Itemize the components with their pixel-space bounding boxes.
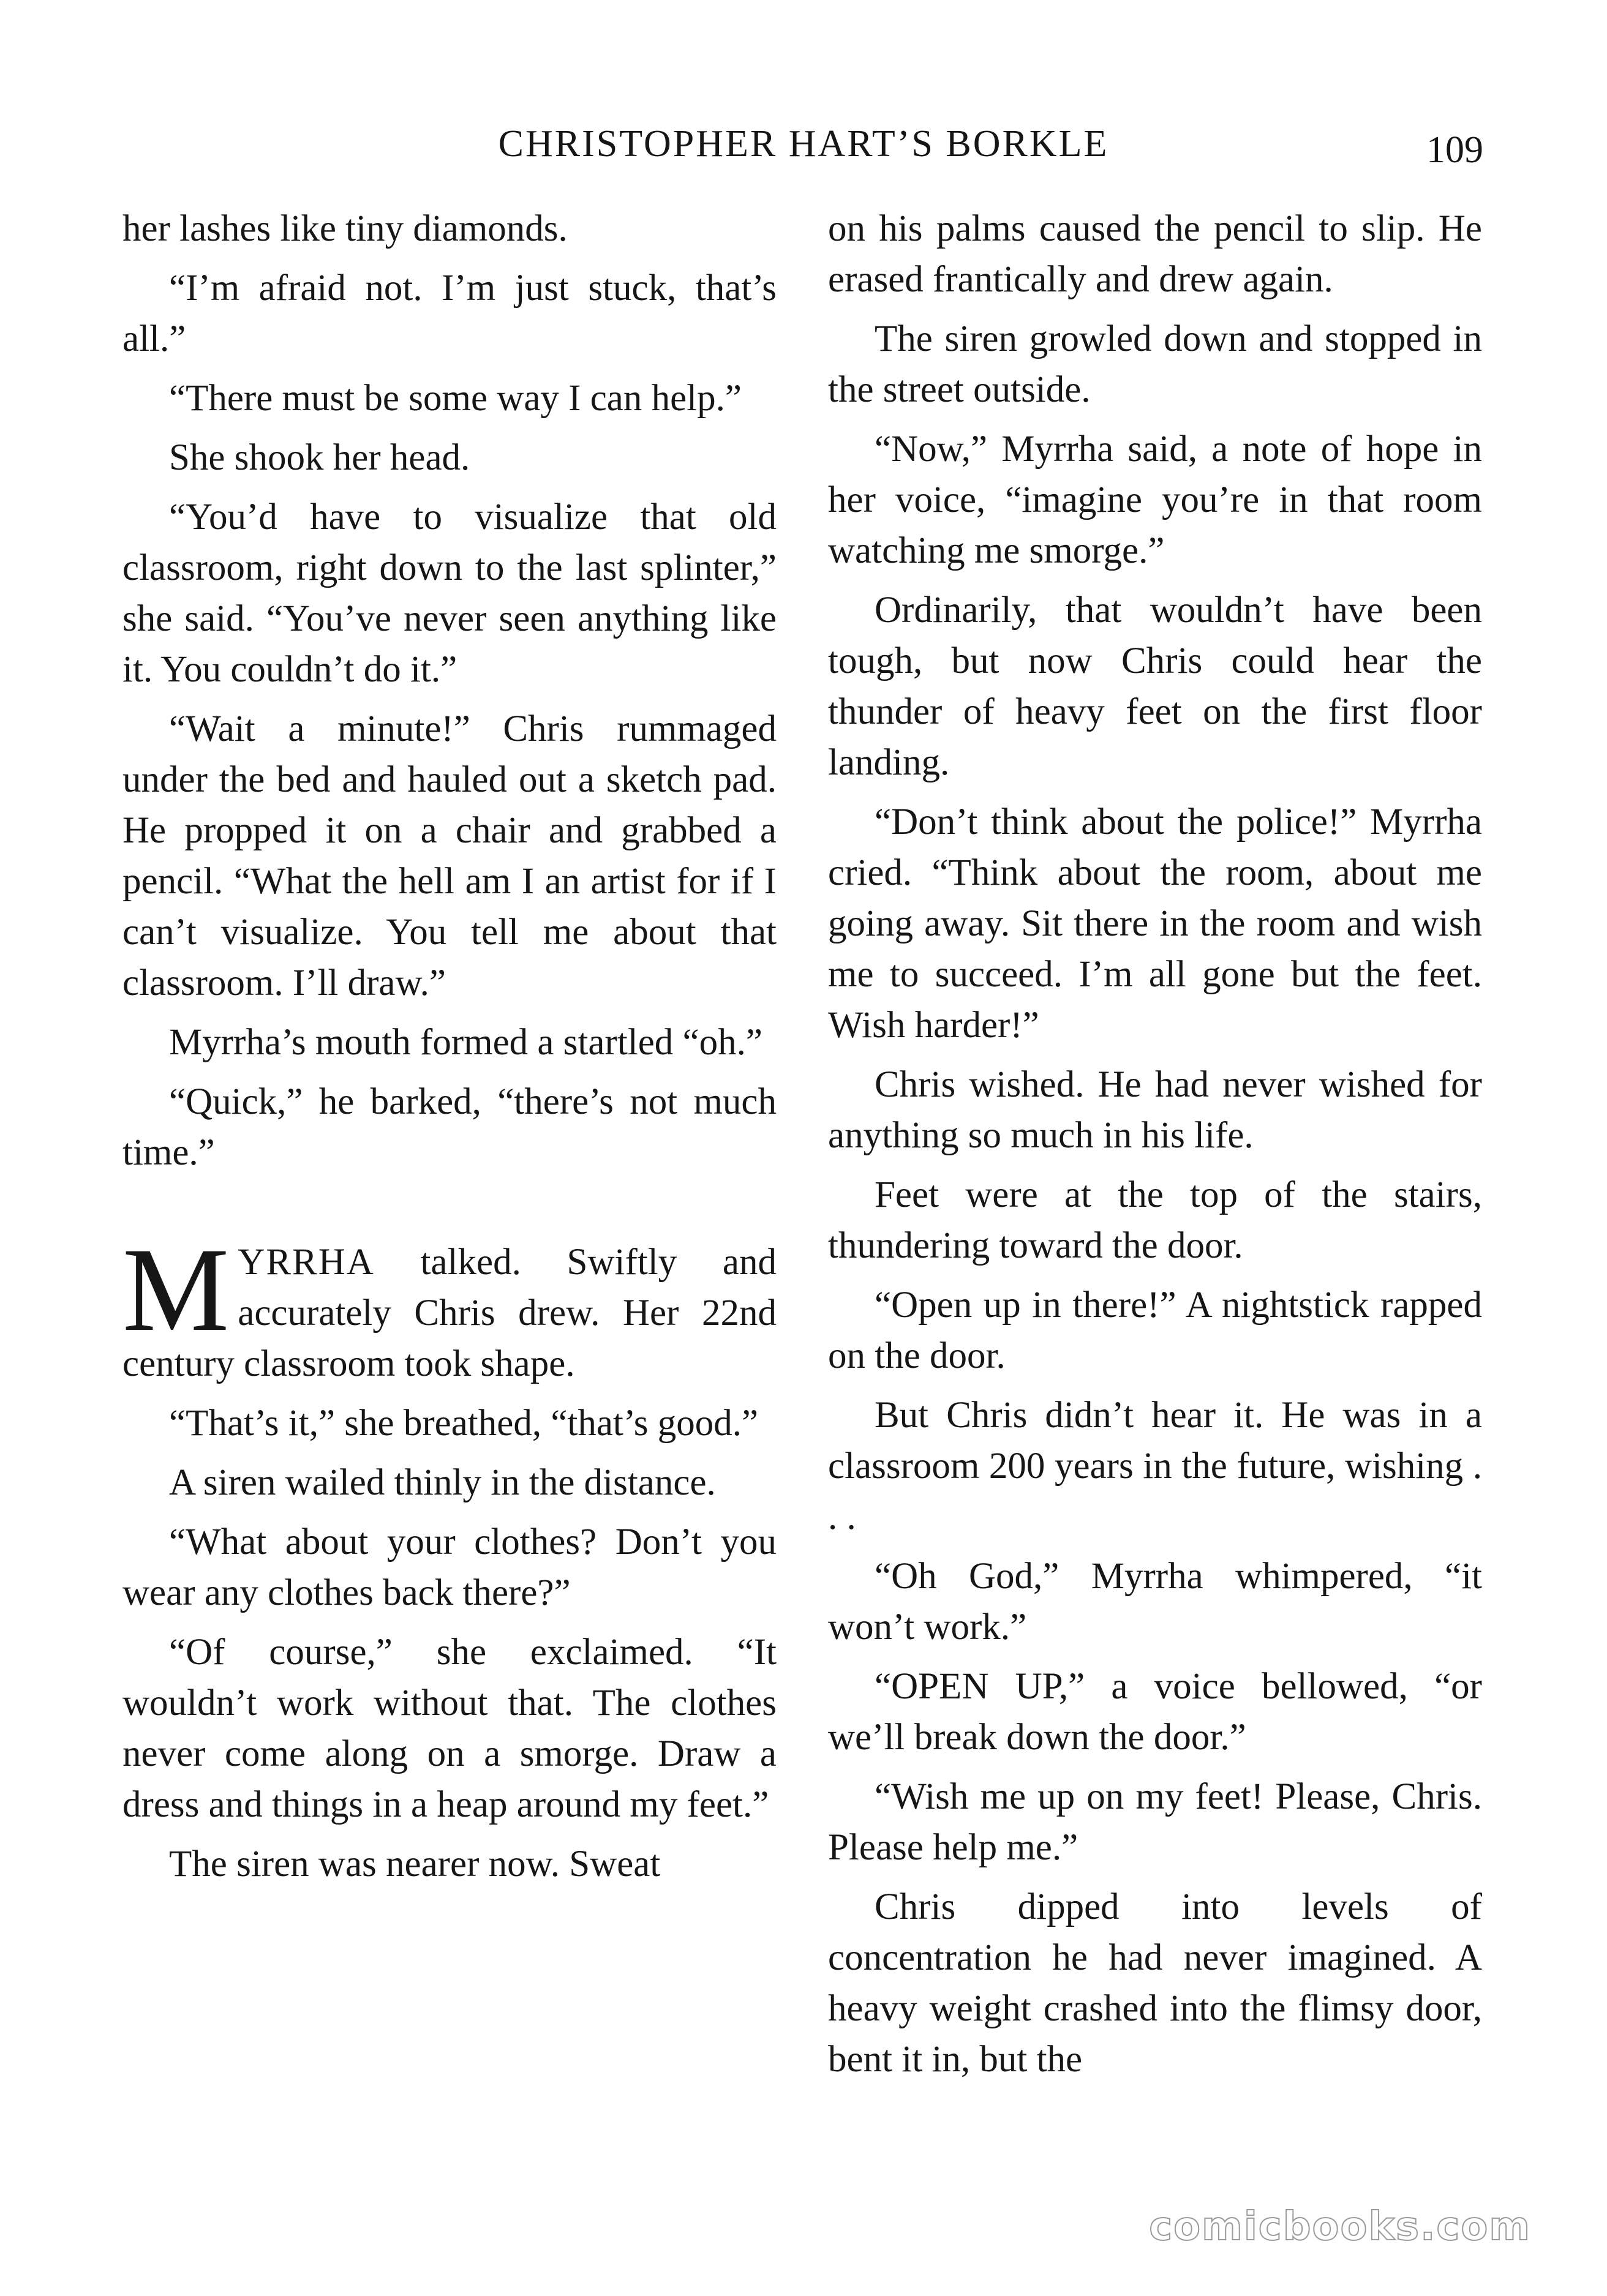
paragraph: She shook her head. <box>169 437 470 478</box>
paragraph: on his palms caused the pencil to slip. He erased frantically and drew again. <box>828 208 1482 300</box>
paragraph: “Wish me up on my feet! Please, Chris. Please help me.” <box>828 1776 1482 1868</box>
paragraph: “OPEN UP,” a voice bellowed, “or we’ll break down the door.” <box>828 1666 1482 1758</box>
paragraph: Chris wished. He had never wished for anything so much in his life. <box>828 1064 1482 1156</box>
page-header <box>0 122 1607 178</box>
paragraph: her lashes like tiny diamonds. <box>122 208 568 249</box>
paragraph: Chris dipped into levels of concentration he had never imagined. A heavy weight crashed into the flimsy door, bent it in, but the <box>828 1886 1482 2080</box>
paragraph: “Now,” Myrrha said, a note of hope in her voice, “imagine you’re in that room watching me smorge.” <box>828 429 1482 571</box>
paragraph: “Quick,” he barked, “there’s not much time.” <box>122 1081 777 1173</box>
drop-cap: M <box>122 1223 230 1356</box>
page-number: 109 <box>1426 129 1483 171</box>
paragraph: “That’s it,” she breathed, “that’s good.” <box>169 1403 759 1444</box>
paragraph: “I’m afraid not. I’m just stuck, that’s all.” <box>122 268 777 359</box>
paragraph: “You’d have to visualize that old classroom, right down to the last splinter,” she said. “You’ve never seen anything like it. You couldn’t do it.” <box>122 497 777 690</box>
paragraph: Feet were at the top of the stairs, thundering toward the door. <box>828 1174 1482 1266</box>
paragraph: “There must be some way I can help.” <box>169 378 742 419</box>
watermark: comicbooks.com <box>1149 2204 1531 2249</box>
paragraph: “Of course,” she exclaimed. “It wouldn’t work without that. The clothes never come along on a smorge. Draw a dress and things in a heap around my feet.” <box>122 1632 777 1825</box>
paragraph: But Chris didn’t hear it. He was in a classroom 200 years in the future, wishing . . . <box>828 1395 1482 1537</box>
paragraph: “Open up in there!” A nightstick rapped on the door. <box>828 1285 1482 1376</box>
right-column <box>828 203 1482 2093</box>
paragraph: The siren growled down and stopped in the street outside. <box>828 318 1482 410</box>
paragraph: “What about your clothes? Don’t you wear any clothes back there?” <box>122 1521 777 1613</box>
lead-word: YRRHA <box>238 1242 375 1283</box>
paragraph: Myrrha’s mouth formed a startled “oh.” <box>169 1022 762 1063</box>
dropcap-paragraph <box>122 1223 777 1389</box>
paragraph: A siren wailed thinly in the distance. <box>169 1462 716 1503</box>
paragraph: Ordinarily, that wouldn’t have been tough, but now Chris could hear the thunder of heavy feet on the first floor landing. <box>828 590 1482 783</box>
paragraph-text: talked. Swiftly and accurately Chris drew. Her 22nd century classroom took shape. <box>122 1242 777 1384</box>
left-column <box>122 203 777 1898</box>
paragraph: “Don’t think about the police!” Myrrha cried. “Think about the room, about me going away. Sit there in the room and wish me to succeed. I’m all gone but the feet. Wish harder!” <box>828 801 1482 1046</box>
paragraph: “Wait a minute!” Chris rummaged under the bed and hauled out a sketch pad. He propped it on a chair and grabbed a pencil. “What the hell am I an artist for if I can’t visualize. You tell me about that classroom. I’ll draw.” <box>122 708 777 1004</box>
paragraph: The siren was nearer now. Sweat <box>169 1844 661 1885</box>
running-title: CHRISTOPHER HART’S BORKLE <box>498 123 1109 165</box>
paragraph: “Oh God,” Myrrha whimpered, “it won’t work.” <box>828 1556 1482 1648</box>
